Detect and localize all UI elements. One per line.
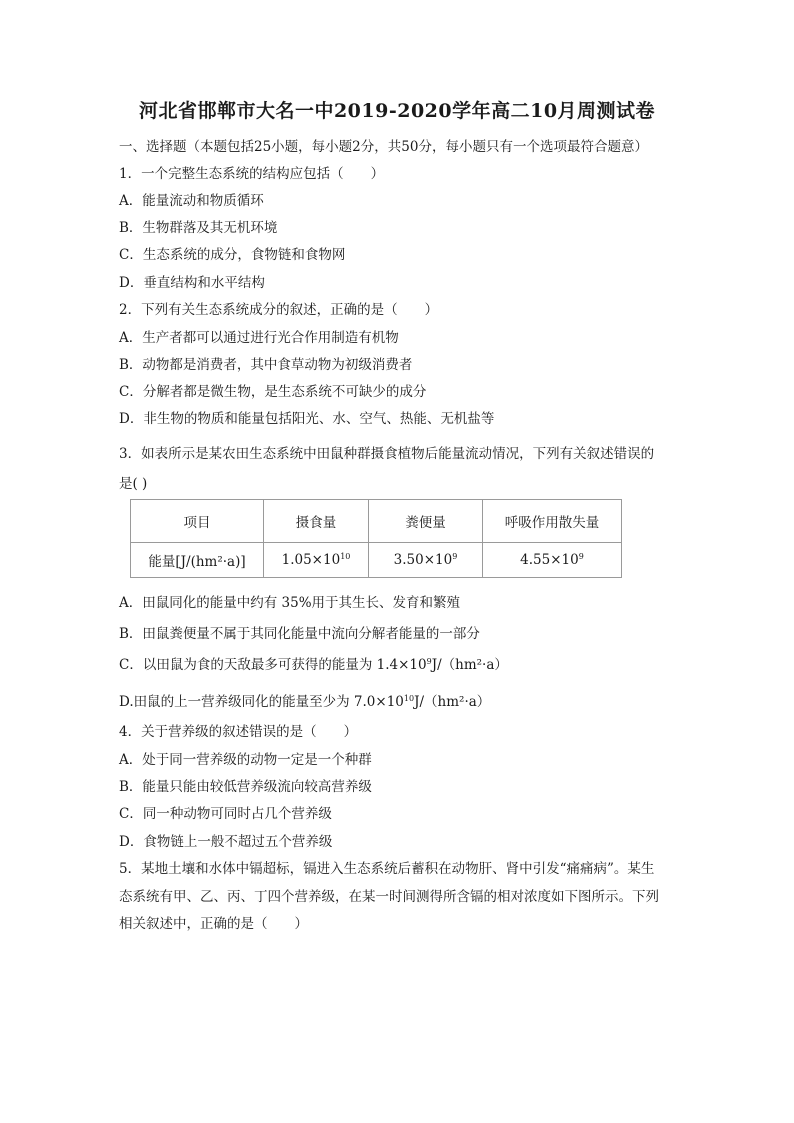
q2-option-c: C．分解者都是微生物，是生态系统不可缺少的成分 bbox=[119, 384, 427, 400]
section-heading: 一、选择题（本题包括25小题，每小题2分，共50分，每小题只有一个选项最符合题意） bbox=[119, 139, 648, 155]
q5-line2: 态系统有甲、乙、丙、丁四个营养级，在某一时间测得所含镉的相对浓度如下图所示。下列 bbox=[119, 889, 659, 905]
q2-stem: 2．下列有关生态系统成分的叙述，正确的是（ ） bbox=[119, 302, 439, 318]
table-row-label: 能量[J/(hm²·a)] bbox=[131, 543, 264, 578]
q3-option-a: A．田鼠同化的能量中约有 35%用于其生长、发育和繁殖 bbox=[119, 595, 461, 611]
table-cell: $3.50\times 10^9$ bbox=[369, 543, 483, 578]
table-header-cell: 粪便量 bbox=[369, 500, 483, 543]
q2-option-d: D．非生物的物质和能量包括阳光、水、空气、热能、无机盐等 bbox=[119, 411, 495, 427]
table-cell: $4.55\times 10^9$ bbox=[483, 543, 622, 578]
table-header-cell: 项目 bbox=[131, 500, 264, 543]
q4-option-c: C．同一种动物可同时占几个营养级 bbox=[119, 806, 332, 822]
q1-option-a: A．能量流动和物质循环 bbox=[119, 193, 264, 209]
q4-option-d: D．食物链上一般不超过五个营养级 bbox=[119, 834, 333, 850]
q3-option-b: B．田鼠粪便量不属于其同化能量中流向分解者能量的一部分 bbox=[119, 626, 480, 642]
q1-stem: 1．一个完整生态系统的结构应包括（ ） bbox=[119, 166, 385, 182]
q3-stem-line1: 3．如表所示是某农田生态系统中田鼠种群摄食植物后能量流动情况，下列有关叙述错误的 bbox=[119, 446, 655, 462]
table-header-cell: 摄食量 bbox=[264, 500, 369, 543]
q5-line3: 相关叙述中，正确的是（ ） bbox=[119, 916, 308, 932]
q1-option-c: C．生态系统的成分，食物链和食物网 bbox=[119, 247, 346, 263]
q2-option-a: A．生产者都可以通过进行光合作用制造有机物 bbox=[119, 330, 399, 346]
table-header-row bbox=[131, 500, 622, 543]
table-header-cell: 呼吸作用散失量 bbox=[483, 500, 622, 543]
table-cell: $1.05\times 10^{10}$ bbox=[264, 543, 369, 578]
q1-option-b: B．生物群落及其无机环境 bbox=[119, 220, 278, 236]
q3-option-d: D.田鼠的上一营养级同化的能量至少为 $7.0\times 10^{10}J/(hm^2\cdot a)$ bbox=[119, 694, 491, 710]
q1-option-d: D．垂直结构和水平结构 bbox=[119, 275, 265, 291]
q3-option-c: C．以田鼠为食的天敌最多可获得的能量为 $1.4\times 10^9J/(hm^2\cdot a)$ bbox=[119, 657, 508, 673]
q3-stem-line2: 是( ) bbox=[119, 476, 148, 492]
energy-table bbox=[130, 499, 622, 578]
page-title: 河北省邯郸市大名一中2019-2020学年高二10月周测试卷 bbox=[138, 100, 656, 122]
q4-option-a: A．处于同一营养级的动物一定是一个种群 bbox=[119, 752, 372, 768]
q4-stem: 4．关于营养级的叙述错误的是（ ） bbox=[119, 724, 358, 740]
q5-line1: 5．某地土壤和水体中镉超标，镉进入生态系统后蓄积在动物肝、肾中引发“痛痛病”。某生 bbox=[119, 861, 655, 877]
table-row bbox=[131, 543, 622, 578]
q2-option-b: B．动物都是消费者，其中食草动物为初级消费者 bbox=[119, 357, 413, 373]
q4-option-b: B．能量只能由较低营养级流向较高营养级 bbox=[119, 779, 372, 795]
